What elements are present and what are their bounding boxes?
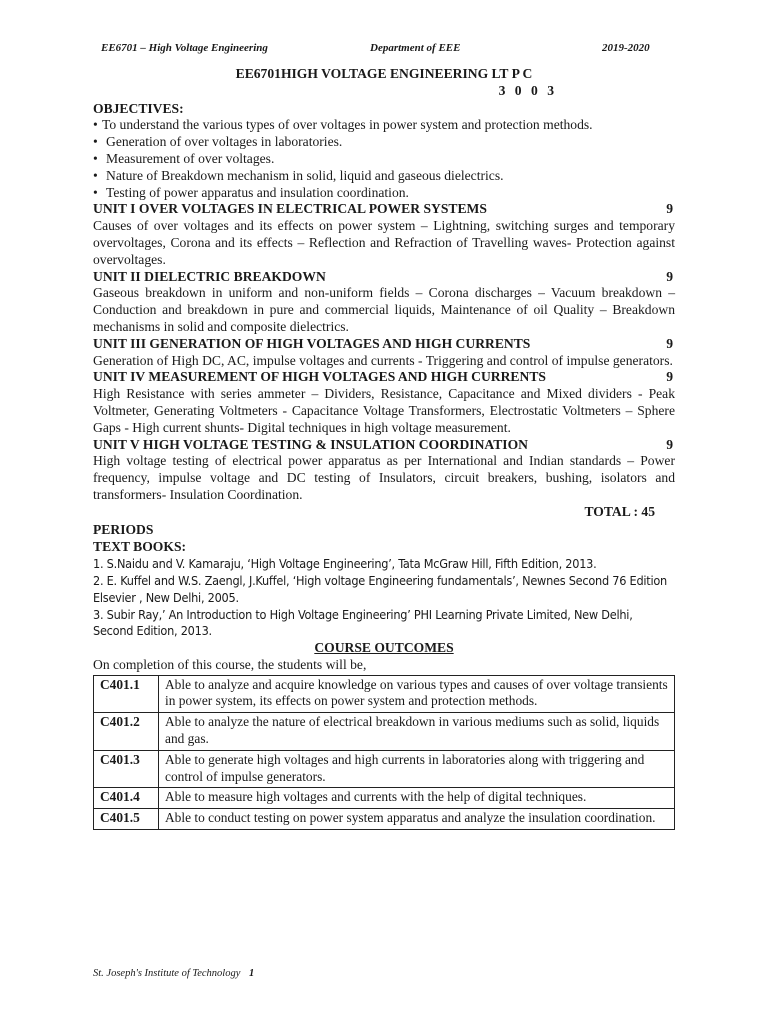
footer-page-number: 1 (249, 968, 255, 979)
table-row (94, 750, 675, 788)
outcome-code: C401.2 (94, 713, 159, 751)
outcome-code: C401.5 (94, 809, 159, 830)
unit-title: UNIT III GENERATION OF HIGH VOLTAGES AND HIGH CURRENTS (93, 335, 531, 351)
unit-section (93, 437, 675, 504)
table-row (94, 675, 675, 713)
unit-section (93, 269, 675, 336)
unit-hours: 9 (666, 335, 673, 351)
course-outcomes-intro: On completion of this course, the students will be, (93, 656, 367, 672)
text-books-list (93, 556, 675, 640)
footer-institute: St. Joseph's Institute of Technology (93, 968, 241, 979)
unit-title: UNIT IV MEASUREMENT OF HIGH VOLTAGES AND HIGH CURRENTS (93, 369, 546, 385)
outcome-code: C401.4 (94, 788, 159, 809)
table-row (94, 713, 675, 751)
syllabus-body (93, 66, 675, 830)
outcome-code: C401.1 (94, 675, 159, 713)
unit-heading (93, 336, 675, 353)
objective-item: • Testing of power apparatus and insulation coordination. (93, 185, 675, 202)
outcome-text: Able to conduct testing on power system apparatus and analyze the insulation coordination. (159, 809, 675, 830)
course-outcomes-heading: COURSE OUTCOMES (314, 640, 454, 656)
unit-heading (93, 201, 675, 218)
unit-hours: 9 (666, 201, 673, 217)
outcome-text: Able to generate high voltages and high currents in laboratories along with triggering and control of impulse generators. (159, 750, 675, 788)
objective-item: • To understand the various types of over voltages in power system and protection methods. (93, 117, 675, 134)
unit-description: Gaseous breakdown in uniform and non-uniform fields – Corona discharges – Vacuum breakdown – Conduction and breakdown in pure and commercial liquids, Maintenance of oil Quality – Breakdown mechanisms in solid and composite dielectrics. (93, 285, 675, 334)
unit-description: High voltage testing of electrical power apparatus as per International and Indian standards – Power frequency, impulse voltage and DC testing of Insulators, circuit breakers, bushing, isolators and transformers- Insulation Coordination. (93, 453, 675, 502)
unit-section (93, 201, 675, 268)
outcome-code: C401.3 (94, 750, 159, 788)
page-footer (93, 968, 254, 979)
unit-heading (93, 369, 675, 386)
table-row (94, 788, 675, 809)
unit-heading (93, 437, 675, 454)
text-book-item: 1. S.Naidu and V. Kamaraju, ‘High Voltage Engineering’, Tata McGraw Hill, Fifth Edition, 2013. (93, 556, 597, 572)
unit-description: High Resistance with series ammeter – Dividers, Resistance, Capacitance and Mixed dividers - Peak Voltmeter, Generating Voltmeters - Capacitance Voltage Transformers, Electrostatic Voltmeters – Sphere Gaps - High current shunts- Digital techniques in high voltage measurement. (93, 386, 675, 435)
header-department: Department of EEE (370, 42, 461, 54)
unit-hours: 9 (666, 369, 673, 385)
text-books-heading: TEXT BOOKS: (93, 539, 187, 555)
outcome-text: Able to analyze and acquire knowledge on various types and causes of over voltage transients in power system, its effects on power system and protection methods. (159, 675, 675, 713)
unit-title: UNIT II DIELECTRIC BREAKDOWN (93, 268, 326, 284)
objectives-list (93, 117, 675, 201)
unit-title: UNIT V HIGH VOLTAGE TESTING & INSULATION COORDINATION (93, 436, 528, 452)
text-book-item: 3. Subir Ray,’ An Introduction to High Voltage Engineering’ PHI Learning Private Limited, New Delhi, Second Edition, 2013. (93, 606, 633, 639)
header-course: EE6701 – High Voltage Engineering (101, 42, 268, 54)
header-year: 2019-2020 (602, 42, 650, 54)
total-periods: TOTAL : 45 (584, 503, 655, 519)
outcome-text: Able to analyze the nature of electrical breakdown in various mediums such as solid, liquids and gas. (159, 713, 675, 751)
objective-item: • Generation of over voltages in laboratories. (93, 134, 675, 151)
objectives-heading: OBJECTIVES: (93, 100, 184, 116)
periods-label: PERIODS (93, 521, 154, 537)
unit-description: Causes of over voltages and its effects on power system – Lightning, switching surges and temporary overvoltages, Corona and its effects – Reflection and Refraction of Travelling waves- Protection against overvoltages. (93, 218, 675, 267)
objective-item: • Measurement of over voltages. (93, 151, 675, 168)
unit-title: UNIT I OVER VOLTAGES IN ELECTRICAL POWER SYSTEMS (93, 201, 487, 217)
unit-description: Generation of High DC, AC, impulse voltages and currents - Triggering and control of impulse generators. (93, 352, 673, 368)
objective-item: • Nature of Breakdown mechanism in solid, liquid and gaseous dielectrics. (93, 168, 675, 185)
outcome-text: Able to measure high voltages and currents with the help of digital techniques. (159, 788, 675, 809)
course-title: EE6701HIGH VOLTAGE ENGINEERING LT P C (235, 66, 533, 81)
unit-section (93, 336, 675, 370)
text-book-item: 2. E. Kuffel and W.S. Zaengl, J.Kuffel, ‘High voltage Engineering fundamentals’, Newnes Second 76 Edition Elsevier , New Delhi, 2005. (93, 572, 667, 605)
course-outcomes-table (93, 675, 675, 830)
credit-values: 3 0 0 3 (498, 82, 557, 98)
unit-heading (93, 269, 675, 286)
unit-hours: 9 (666, 436, 673, 452)
table-row (94, 809, 675, 830)
unit-hours: 9 (666, 268, 673, 284)
unit-section (93, 369, 675, 436)
